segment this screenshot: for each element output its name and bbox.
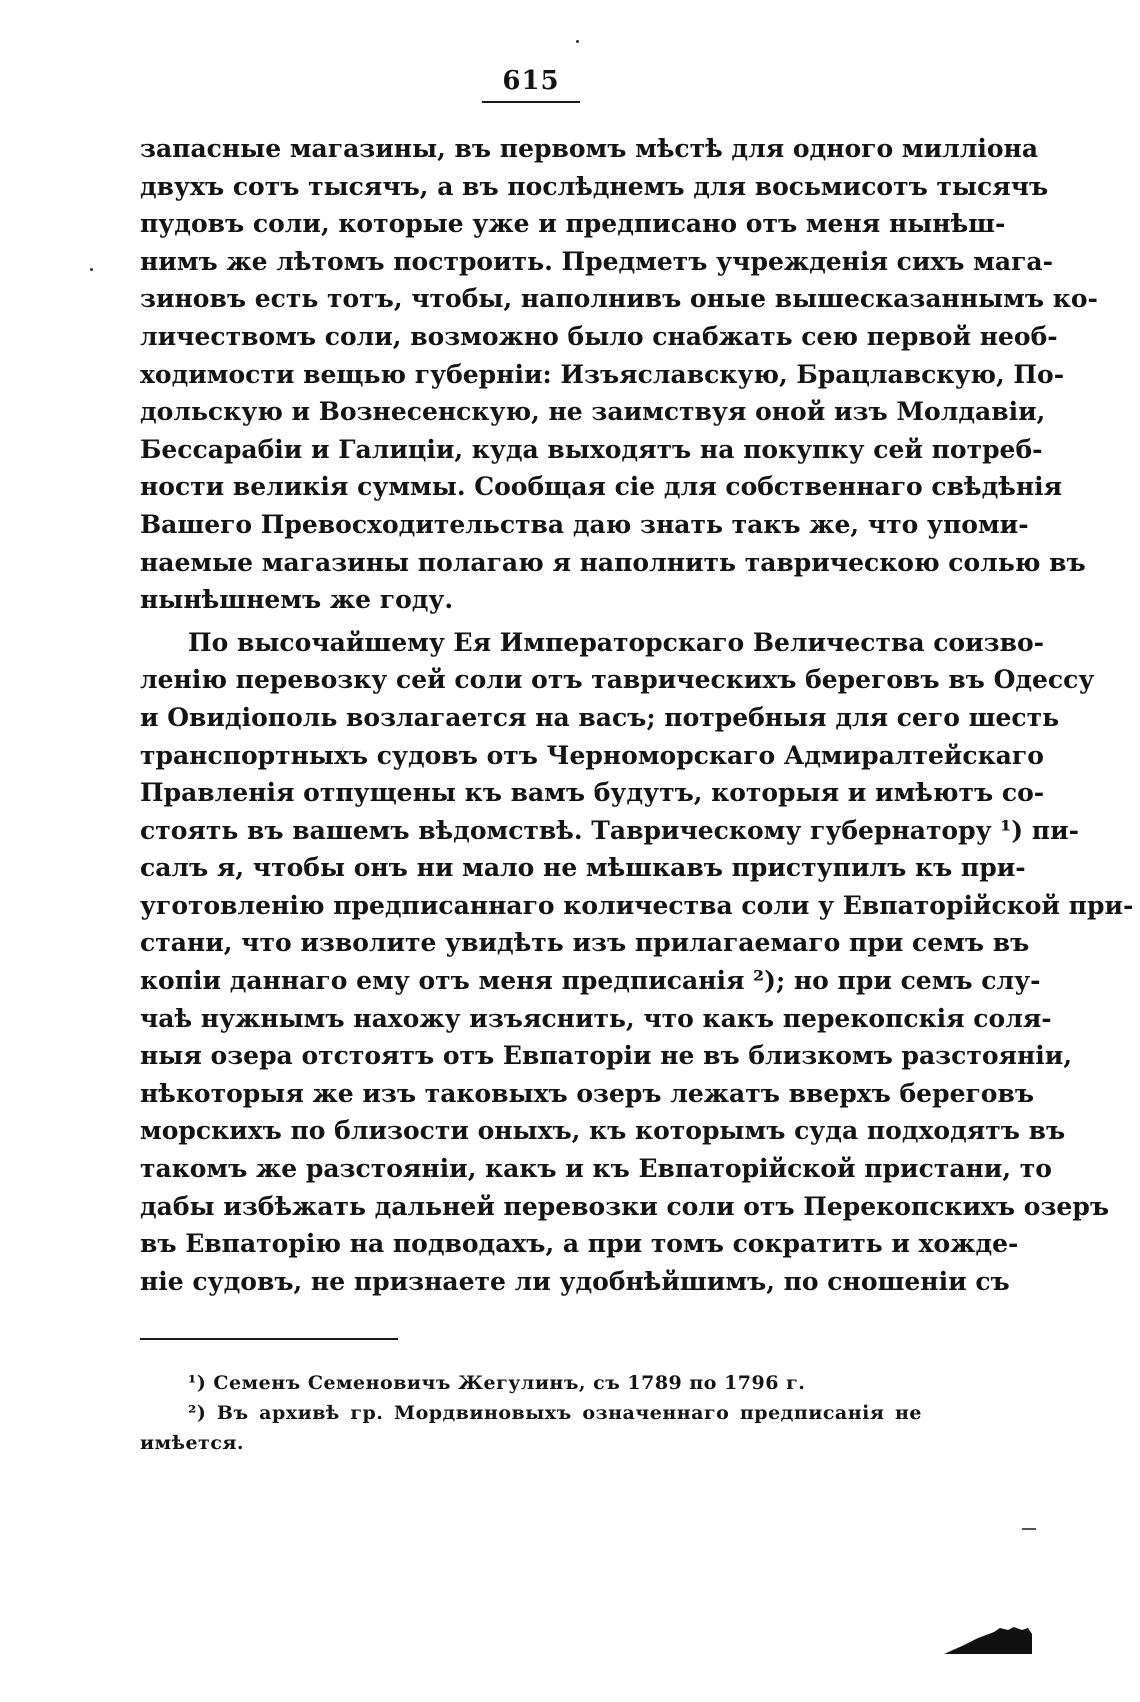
ink-blot-decoration [942, 1624, 1034, 1656]
text-line: въ Евпаторію на подводахъ, а при томъ сократить и хожде- [140, 1229, 1019, 1259]
text-line: такомъ же разстояніи, какъ и къ Евпаторійской пристани, то [140, 1154, 1052, 1184]
text-line: Правленія отпущены къ вамъ будутъ, которыя и имѣютъ со- [140, 778, 1045, 808]
text-line: уготовленію предписаннаго количества соли у Евпаторійской при- [140, 890, 1134, 920]
text-line: По высочайшему Ея Императорскаго Величества соизво- [188, 627, 1045, 657]
text-line: ходимости вещью губерніи: Изъяславскую, Брацлавскую, По- [140, 359, 1065, 389]
main-text [140, 130, 1134, 1300]
text-line: салъ я, чтобы онъ ни мало не мѣшкавъ приступилъ къ при- [140, 853, 1026, 883]
footnote-separator [140, 1338, 398, 1340]
text-line: копіи даннаго ему отъ меня предписанія ²); но при семъ слу- [140, 966, 1041, 996]
page-number: 615 [502, 66, 560, 96]
text-line: нѣкоторыя же изъ таковыхъ озеръ лежатъ вверхъ береговъ [140, 1078, 1035, 1108]
text-line: ности великія суммы. Сообщая сіе для собственнаго свѣдѣнія [140, 472, 1063, 502]
text-line: дольскую и Вознесенскую, не заимствуя оной изъ Молдавіи, [140, 397, 1046, 427]
text-line: ніе судовъ, не признаете ли удобнѣйшимъ, по сношеніи съ [140, 1266, 1010, 1296]
text-line: личествомъ соли, возможно было снабжать сею первой необ- [140, 321, 1058, 351]
footnote-line: ²) Въ архивѣ гр. Мордвиновыхъ означеннаго предписанія не [188, 1402, 922, 1424]
page-number-underline [482, 101, 580, 103]
scan-speck [90, 268, 93, 271]
text-line: нимъ же лѣтомъ построить. Предметъ учрежденія сихъ мага- [140, 246, 1053, 276]
text-line: ленію перевозку сей соли отъ таврическихъ береговъ въ Одессу [140, 665, 1095, 695]
text-line: Вашего Превосходительства даю знать такъ же, что упоми- [140, 509, 1029, 539]
text-line: дабы избѣжать дальней перевозки соли отъ Перекопскихъ озеръ [140, 1191, 1109, 1221]
footnotes [140, 1368, 922, 1458]
text-line: нынѣшнемъ же году. [140, 585, 454, 615]
text-line: ныя озера отстоятъ отъ Евпаторіи не въ близкомъ разстояніи, [140, 1041, 1073, 1071]
text-line: Бессарабіи и Галиціи, куда выходятъ на покупку сей потреб- [140, 434, 1043, 464]
footnote-line: ¹) Семенъ Семеновичъ Жегулинъ, съ 1789 по 1796 г. [188, 1372, 806, 1394]
text-line: и Овидіополь возлагается на васъ; потребныя для сего шесть [140, 702, 1060, 732]
text-line: запасные магазины, въ первомъ мѣстѣ для одного милліона [140, 134, 1039, 163]
text-line: двухъ сотъ тысячъ, а въ послѣднемъ для восьмисотъ тысячъ [140, 171, 1049, 201]
text-line: морскихъ по близости оныхъ, къ которымъ суда подходятъ въ [140, 1116, 1066, 1146]
footnote-line: имѣется. [140, 1432, 245, 1454]
text-line: стани, что изволите увидѣть изъ прилагаемаго при семъ въ [140, 928, 1030, 958]
text-line: транспортныхъ судовъ отъ Черноморскаго Адмиралтейскаго [140, 740, 1044, 770]
text-line: зиновъ есть тотъ, чтобы, наполнивъ оные вышесказаннымъ ко- [140, 284, 1098, 314]
text-line: чаѣ нужнымъ нахожу изъяснить, что какъ перекопскія соля- [140, 1003, 1052, 1033]
scan-mark [1022, 1528, 1036, 1530]
text-line: наемые магазины полагаю я наполнить таврическою солью въ [140, 547, 1086, 577]
scan-speck [576, 40, 579, 43]
text-line: пудовъ соли, которые уже и предписано отъ меня нынѣш- [140, 209, 1006, 239]
text-line: стоять въ вашемъ вѣдомствѣ. Таврическому губернатору ¹) пи- [140, 815, 1079, 845]
